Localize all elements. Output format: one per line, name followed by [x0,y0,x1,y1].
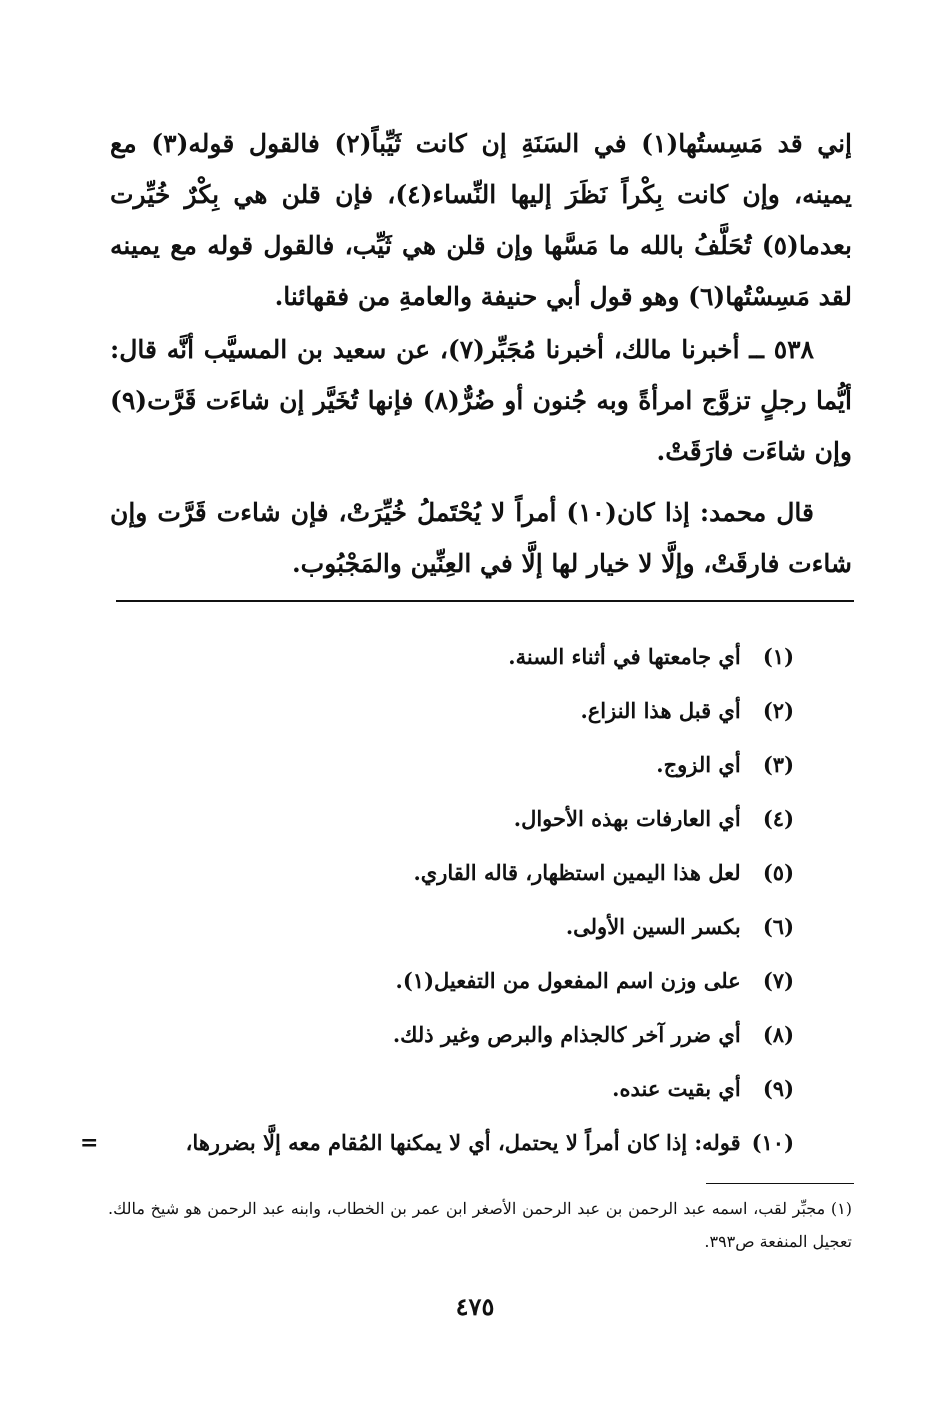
footnote-number: (٩) [762,1076,794,1101]
footnote-text: أي ضرر آخر كالجذام والبرص وغير ذلك. [392,1022,741,1047]
footnote-text: قوله: إذا كان أمراً لا يحتمل، أي لا يمكنها المُقام معه إلَّا بضررها، [185,1130,741,1155]
footnote-separator [116,600,854,602]
footnote-text: أي بقيت عنده. [612,1076,741,1101]
footnote-number: (٣) [762,752,794,777]
paragraph-1: إني قد مَسِستُها(١) في السَنَةِ إن كانت ثَيِّباً(٢) فالقول قوله(٣) مع يمينه، وإن كانت بِكْراً نَظَرَ إليها النِّساء(٤)، فإن قلن هي بِكْرٌ خُيِّرت بعدما(٥) تُحَلَّفُ بالله ما مَسَّها وإن قلن هي ثَيِّب، فالقول قوله مع يمينه لقد مَسِسْتُها(٦) وهو قول أبي حنيفة والعامةِ من فقهائنا. [110,129,852,311]
footnote-item [80,1116,794,1170]
footnote-text: أي قبل هذا النزاع. [580,698,741,723]
main-text-block [110,118,852,589]
footnote-number: (٥) [762,860,794,885]
subnote-separator [706,1183,854,1184]
footnote-item [80,1062,794,1116]
footnote-item [80,846,794,900]
footnote-number: (٧) [762,968,794,993]
footnote-text: أي الزوج. [656,752,741,777]
footnote-number: (٤) [762,806,794,831]
footnote-text: أي جامعتها في أثناء السنة. [508,644,741,669]
footnote-number: (١٠) [751,1130,794,1155]
footnote-text: أي العارفات بهذه الأحوال. [513,806,741,831]
footnote-item [80,630,794,684]
footnote-number: (١) [762,644,794,669]
footnote-item [80,738,794,792]
footnote-item [80,684,794,738]
page-number: ٤٧٥ [455,1292,495,1321]
footnote-number: (٨) [762,1022,794,1047]
footnote-number: (٢) [762,698,794,723]
footnote-number: (٦) [762,914,794,939]
continuation-mark: = [80,1130,99,1156]
footnote-item [80,792,794,846]
footnote-text: على وزن اسم المفعول من التفعيل(١). [395,968,741,993]
paragraph-3: قال محمد: إذا كان(١٠) أمراً لا يُحْتَملُ خُيِّرَتْ، فإن شاءت قَرَّت وإن شاءت فارقَتْ، وإلَّا لا خيار لها إلَّا في العِنِّين والمَجْبُوب. [110,498,852,578]
footnote-item [80,954,794,1008]
paragraph-2: ٥٣٨ ــ أخبرنا مالك، أخبرنا مُجَبِّر(٧)، عن سعيد بن المسيَّب أنَّه قال: أيُّما رجلٍ تزوَّج امرأةً وبه جُنون أو ضُرٌّ(٨) فإنها تُخَيَّر إن شاءَت قَرَّت(٩) وإن شاءَت فارَقَتْ. [110,335,853,466]
footnotes-list [80,630,794,1170]
footnote-item [80,900,794,954]
subnote-text: (١) مجبِّر لقب، اسمه عبد الرحمن بن عبد الرحمن الأصغر ابن عمر بن الخطاب، وابنه عبد الرحمن هو شيخ مالك. تعجيل المنفعة ص٣٩٣. [108,1199,852,1251]
footnote-item [80,1008,794,1062]
footnote-text: لعل هذا اليمين استظهار، قاله القاري. [413,860,741,885]
footnote-text: بكسر السين الأولى. [565,914,741,939]
